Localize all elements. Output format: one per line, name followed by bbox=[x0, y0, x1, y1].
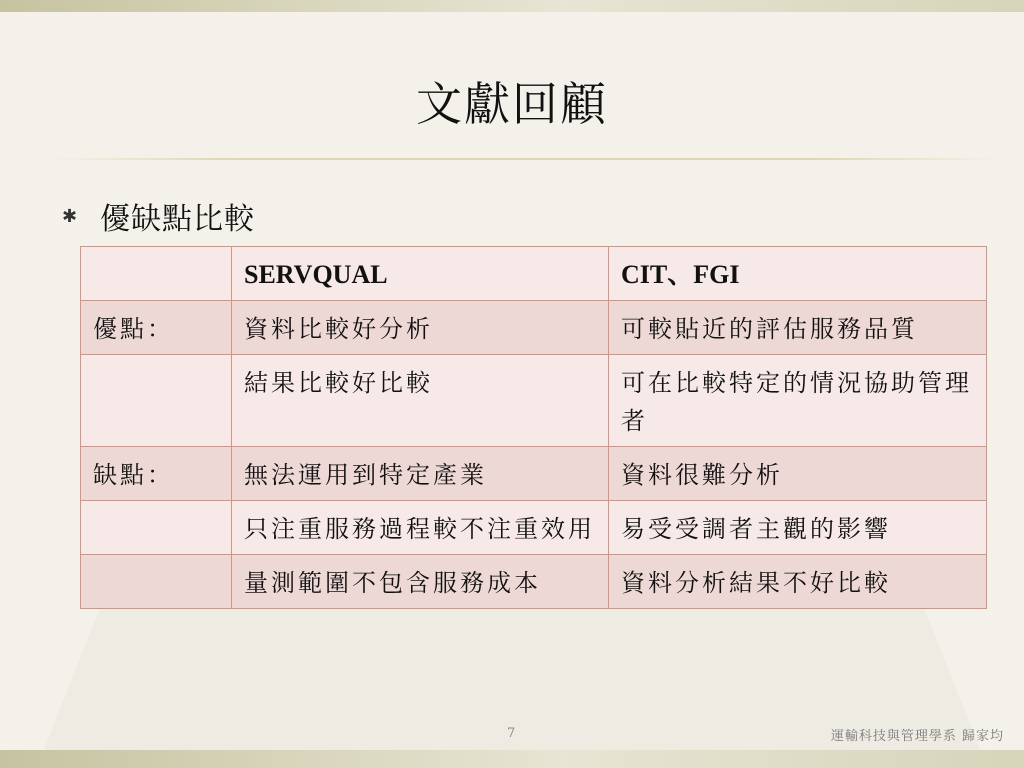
table-header-row bbox=[81, 247, 987, 301]
table-cell bbox=[81, 501, 232, 555]
table-row bbox=[81, 355, 987, 447]
bottom-decorative-band bbox=[0, 750, 1024, 768]
page-number: 7 bbox=[507, 726, 516, 741]
table-header-cell bbox=[81, 247, 232, 301]
slide-title: 文獻回顧 bbox=[416, 77, 608, 131]
table-cell: 優點： bbox=[81, 301, 232, 355]
table-header-cell: SERVQUAL bbox=[232, 247, 609, 301]
table-header-cell: CIT、FGI bbox=[609, 247, 987, 301]
table-cell: 結果比較好比較 bbox=[232, 355, 609, 447]
table-cell bbox=[81, 355, 232, 447]
title-divider bbox=[50, 158, 1000, 160]
table-cell bbox=[81, 555, 232, 609]
comparison-table bbox=[80, 246, 987, 609]
footer-text: 運輸科技與管理學系 歸家均 bbox=[830, 729, 1004, 744]
table-cell: 量測範圍不包含服務成本 bbox=[232, 555, 609, 609]
table-cell: 資料分析結果不好比較 bbox=[609, 555, 987, 609]
table-cell: 易受受調者主觀的影響 bbox=[609, 501, 987, 555]
table-cell: 可較貼近的評估服務品質 bbox=[609, 301, 987, 355]
table-row bbox=[81, 501, 987, 555]
table-cell: 資料比較好分析 bbox=[232, 301, 609, 355]
table-cell: 可在比較特定的情況協助管理者 bbox=[609, 355, 987, 447]
table-cell: 無法運用到特定產業 bbox=[232, 447, 609, 501]
bullet-item bbox=[62, 194, 255, 238]
table-row bbox=[81, 301, 987, 355]
table-cell: 只注重服務過程較不注重效用 bbox=[232, 501, 609, 555]
asterisk-bullet-icon: ✱ bbox=[62, 205, 78, 227]
table-cell: 缺點： bbox=[81, 447, 232, 501]
table-cell: 資料很難分析 bbox=[609, 447, 987, 501]
table-row bbox=[81, 555, 987, 609]
table-row bbox=[81, 447, 987, 501]
bullet-text: 優缺點比較 bbox=[100, 202, 255, 237]
